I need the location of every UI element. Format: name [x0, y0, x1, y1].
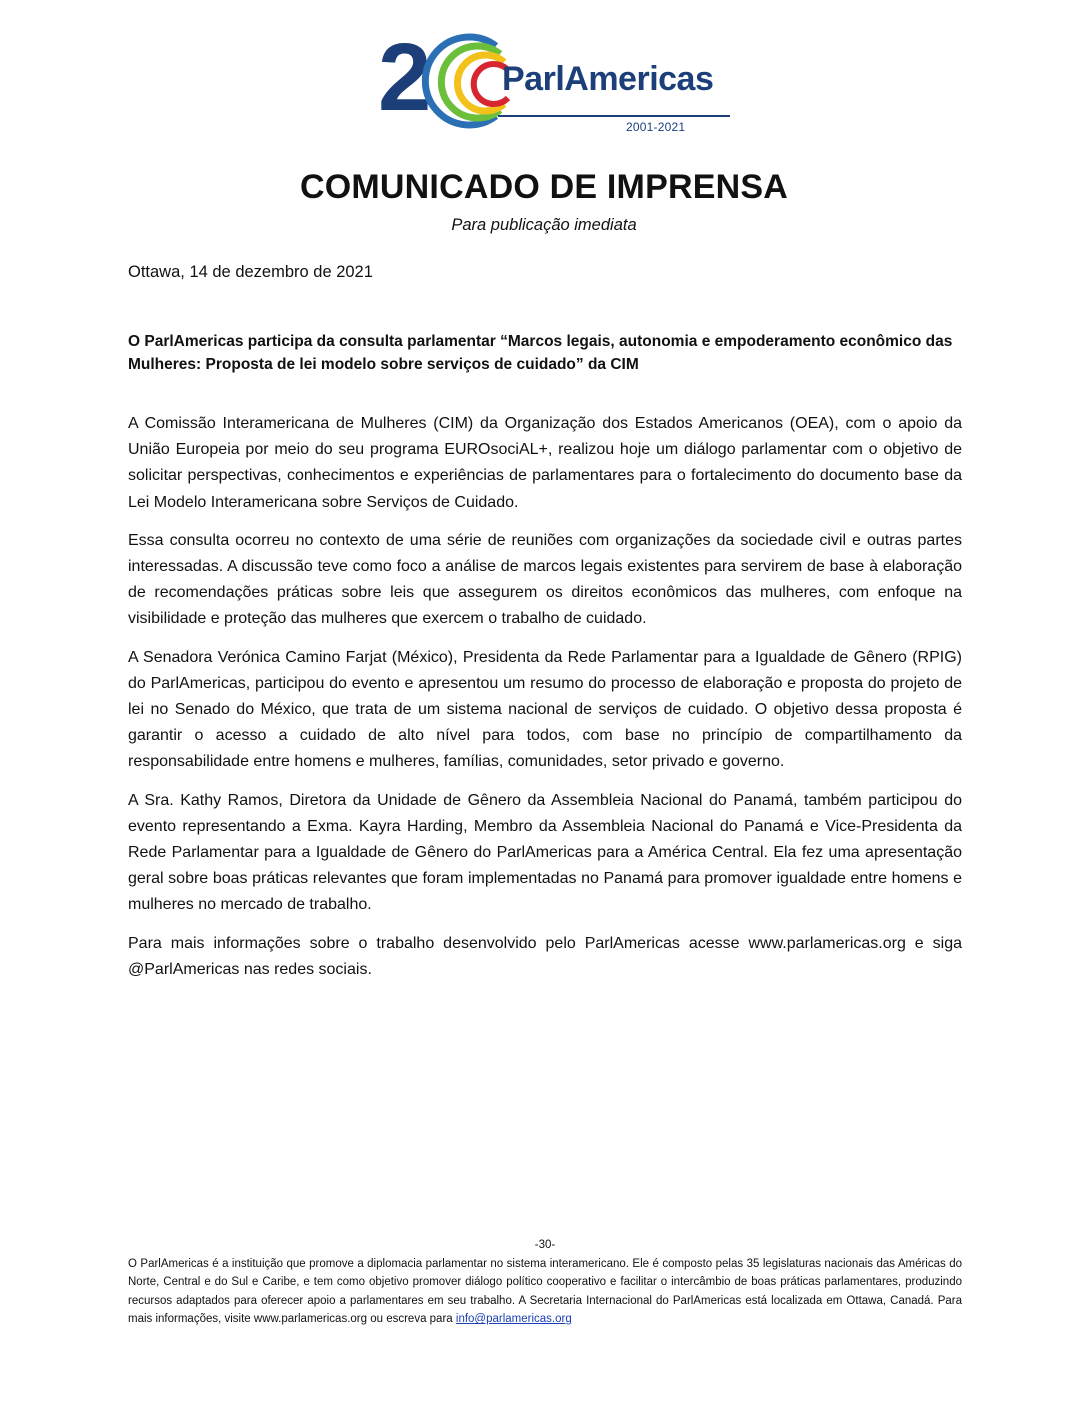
paragraph: A Sra. Kathy Ramos, Diretora da Unidade de Gênero da Assembleia Nacional do Panamá, também participou do evento representando a Exma. Kayra Harding, Membro da Assembleia Nacional do Panamá e Vice-Presidenta da Rede Parlamentar para a Igualdade de Gênero do ParlAmericas para a América Central. Ela fez uma apresentação geral sobre boas práticas relevantes que foram implementadas no Panamá para promover igualdade entre homens e mulheres no mercado de trabalho. — [128, 791, 962, 914]
page-title: COMUNICADO DE IMPRENSA — [300, 168, 788, 206]
dateline: Ottawa, 14 de dezembro de 2021 — [128, 263, 373, 281]
footer-email-link[interactable]: info@parlamericas.org — [455, 1313, 572, 1326]
logo-number: 2 — [378, 28, 432, 131]
paragraph: A Senadora Verónica Camino Farjat (México), Presidenta da Rede Parlamentar para a Igualdade de Gênero (RPIG) do ParlAmericas, participou do evento e apresentou um resumo do processo de elaboração e proposta do projeto de lei no Senado do México, que trata de um sistema nacional de serviços de cuidado. O objetivo dessa proposta é garantir o acesso a cuidado de alto nível para todos, com base no princípio de compartilhamento da responsabilidade entre homens e mulheres, famílias, comunidades, setor privado e governo. — [128, 648, 962, 771]
paragraph: A Comissão Interamericana de Mulheres (CIM) da Organização dos Estados Americanos (OEA), com o apoio da União Europeia por meio do seu programa EUROsociAL+, realizou hoje um diálogo parlamentar com o objetivo de solicitar perspectivas, conhecimentos e experiências de parlamentares para o fortalecimento do documento base da Lei Modelo Interamericana sobre Serviços de Cuidado. — [128, 415, 962, 511]
paragraph: Para mais informações sobre o trabalho desenvolvido pelo ParlAmericas acesse www.parlamericas.org e siga @ParlAmericas nas redes sociais. — [128, 934, 962, 978]
parlamericas-20-logo — [378, 28, 738, 140]
logo-years: 2001-2021 — [626, 120, 686, 134]
logo-name: ParlAmericas — [502, 60, 714, 98]
page-subtitle: Para publicação imediata — [451, 216, 637, 234]
headline: O ParlAmericas participa da consulta parlamentar “Marcos legais, autonomia e empoderamento econômico das Mulheres: Proposta de lei modelo sobre serviços de cuidado” da CIM — [128, 333, 953, 373]
footer-description: O ParlAmericas é a instituição que promove a diplomacia parlamentar no sistema interamericano. Ele é composto pelas 35 legislaturas nacionais das Américas do Norte, Central e do Sul e Caribe, e tem como objetivo promover diálogo político cooperativo e facilitar o intercâmbio de boas práticas parlamentares, produzindo recursos adaptados para oferecer apoio a parlamentares em seu trabalho. A Secretaria Internacional do ParlAmericas está localizada em Ottawa, Canadá. Para mais informações, visite www.parlamericas.org ou escreva para — [128, 1257, 962, 1326]
paragraph: Essa consulta ocorreu no contexto de uma série de reuniões com organizações da sociedade civil e outras partes interessadas. A discussão teve como foco a análise de marcos legais existentes para servirem de base à elaboração de recomendações práticas sobre leis que assegurem os direitos econômicos das mulheres, com enfoque na visibilidade e proteção das mulheres que exercem o trabalho de cuidado. — [128, 531, 962, 628]
article-body — [128, 411, 962, 995]
footer — [128, 1236, 962, 1329]
footer-text — [128, 1255, 962, 1329]
page-number: -30- — [534, 1239, 556, 1251]
